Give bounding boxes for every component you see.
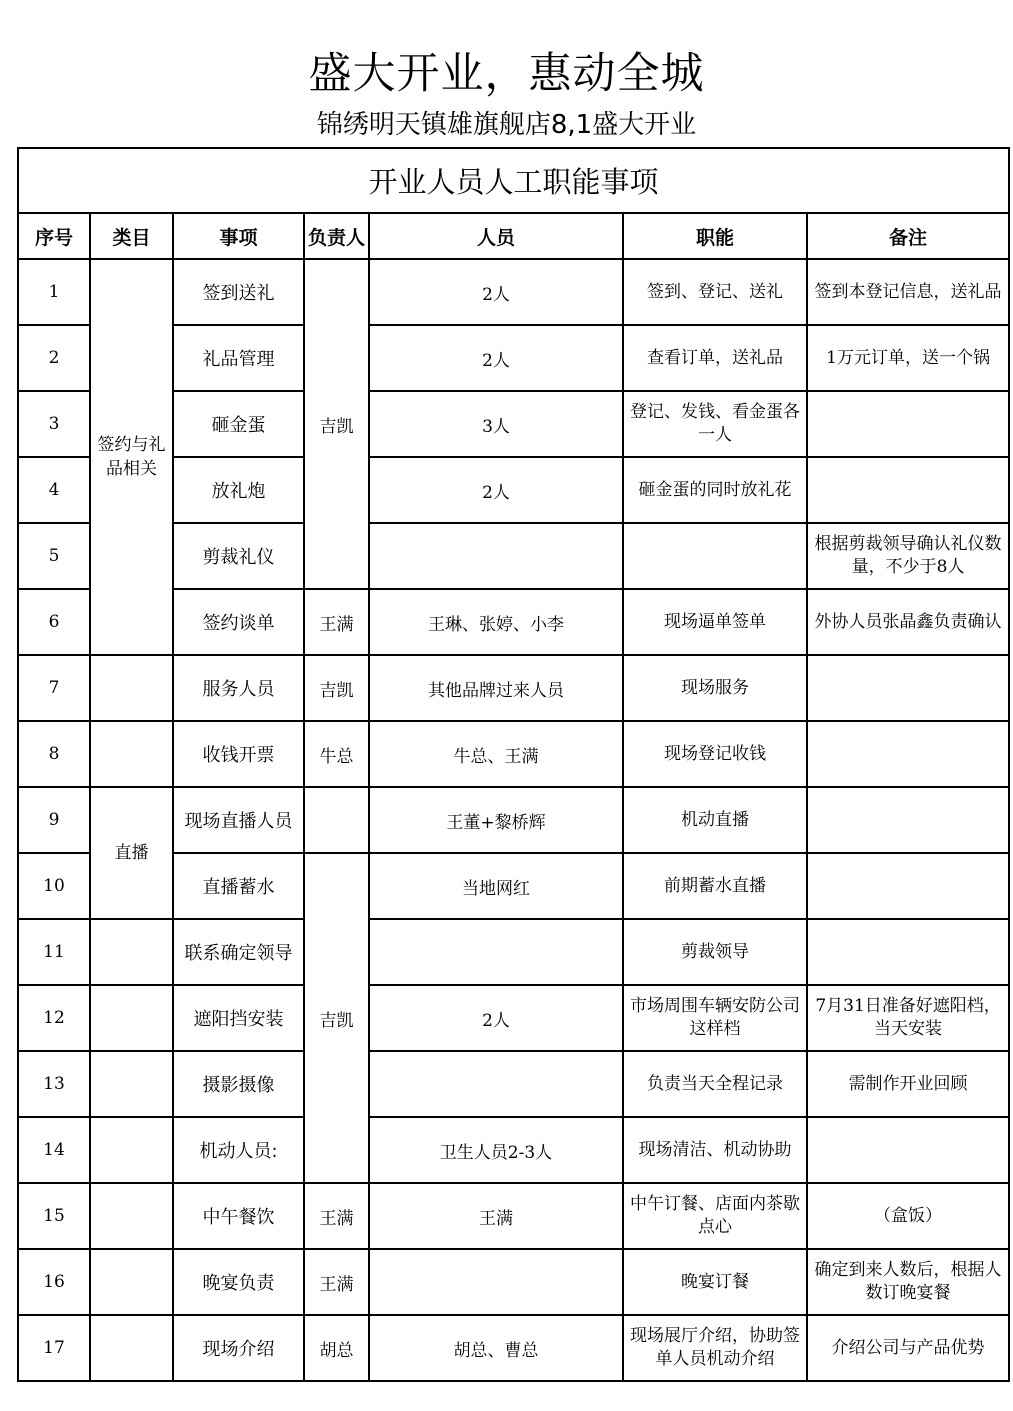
cell-category: [90, 1315, 173, 1381]
cell-seq: 3: [18, 391, 90, 457]
cell-item: 收钱开票: [173, 721, 304, 787]
cell-owner: [304, 787, 369, 853]
cell-seq: 4: [18, 457, 90, 523]
cell-item: 现场介绍: [173, 1315, 304, 1381]
cell-note: 7月31日准备好遮阳档，当天安装: [807, 985, 1009, 1051]
table-row: [18, 721, 1009, 787]
table-row: [18, 787, 1009, 853]
cell-category: [90, 1117, 173, 1183]
cell-people: 当地网红: [369, 853, 623, 919]
cell-note: [807, 787, 1009, 853]
col-header-people: 人员: [369, 213, 623, 259]
cell-seq: 5: [18, 523, 90, 589]
header-row: [18, 213, 1009, 259]
cell-seq: 11: [18, 919, 90, 985]
cell-people: 2人: [369, 325, 623, 391]
cell-category: [90, 721, 173, 787]
cell-category: [90, 655, 173, 721]
cell-seq: 13: [18, 1051, 90, 1117]
table-row: [18, 1315, 1009, 1381]
cell-function: 现场服务: [623, 655, 807, 721]
cell-function: 签到、登记、送礼: [623, 259, 807, 325]
cell-people: [369, 1051, 623, 1117]
cell-item: 签到送礼: [173, 259, 304, 325]
cell-people: 2人: [369, 985, 623, 1051]
cell-seq: 14: [18, 1117, 90, 1183]
cell-function: 晚宴订餐: [623, 1249, 807, 1315]
cell-function: 砸金蛋的同时放礼花: [623, 457, 807, 523]
cell-category: 签约与礼品相关: [90, 259, 173, 655]
cell-item: 中午餐饮: [173, 1183, 304, 1249]
cell-note: 确定到来人数后，根据人数订晚宴餐: [807, 1249, 1009, 1315]
cell-note: 根据剪裁领导确认礼仪数量，不少于8人: [807, 523, 1009, 589]
cell-category: [90, 1249, 173, 1315]
cell-owner: 王满: [304, 1249, 369, 1315]
cell-function: 现场展厅介绍，协助签单人员机动介绍: [623, 1315, 807, 1381]
table-caption: 开业人员人工职能事项: [18, 148, 1009, 213]
cell-note: 外协人员张晶鑫负责确认: [807, 589, 1009, 655]
cell-note: （盒饭）: [807, 1183, 1009, 1249]
cell-seq: 6: [18, 589, 90, 655]
cell-seq: 16: [18, 1249, 90, 1315]
table-row: [18, 1249, 1009, 1315]
table-row: [18, 919, 1009, 985]
cell-people: [369, 523, 623, 589]
table-row: [18, 259, 1009, 325]
cell-people: 其他品牌过来人员: [369, 655, 623, 721]
cell-note: [807, 721, 1009, 787]
cell-seq: 17: [18, 1315, 90, 1381]
cell-people: 2人: [369, 457, 623, 523]
cell-note: [807, 655, 1009, 721]
table-row: [18, 985, 1009, 1051]
table-row: [18, 1183, 1009, 1249]
cell-item: 遮阳挡安装: [173, 985, 304, 1051]
cell-seq: 10: [18, 853, 90, 919]
col-header-function: 职能: [623, 213, 807, 259]
table-row: [18, 1117, 1009, 1183]
cell-item: 剪裁礼仪: [173, 523, 304, 589]
col-header-owner: 负责人: [304, 213, 369, 259]
cell-item: 机动人员:: [173, 1117, 304, 1183]
cell-note: [807, 919, 1009, 985]
cell-note: [807, 391, 1009, 457]
cell-item: 签约谈单: [173, 589, 304, 655]
cell-people: [369, 1249, 623, 1315]
cell-owner: 吉凯: [304, 655, 369, 721]
cell-seq: 7: [18, 655, 90, 721]
cell-item: 礼品管理: [173, 325, 304, 391]
cell-note: [807, 1117, 1009, 1183]
col-header-seq: 序号: [18, 213, 90, 259]
cell-seq: 15: [18, 1183, 90, 1249]
cell-seq: 2: [18, 325, 90, 391]
cell-function: 剪裁领导: [623, 919, 807, 985]
cell-category: [90, 985, 173, 1051]
cell-function: 现场登记收钱: [623, 721, 807, 787]
page-title: 盛大开业，惠动全城: [308, 49, 705, 99]
cell-function: 市场周围车辆安防公司这样档: [623, 985, 807, 1051]
cell-people: 王满: [369, 1183, 623, 1249]
cell-people: 王董+黎桥辉: [369, 787, 623, 853]
cell-item: 放礼炮: [173, 457, 304, 523]
col-header-category: 类目: [90, 213, 173, 259]
cell-note: 需制作开业回顾: [807, 1051, 1009, 1117]
cell-function: 现场逼单签单: [623, 589, 807, 655]
cell-people: 2人: [369, 259, 623, 325]
col-header-item: 事项: [173, 213, 304, 259]
col-header-note: 备注: [807, 213, 1009, 259]
cell-people: 王琳、张婷、小李: [369, 589, 623, 655]
cell-people: 卫生人员2-3人: [369, 1117, 623, 1183]
page-subtitle: 锦绣明天镇雄旗舰店8,1盛大开业: [316, 110, 697, 140]
cell-owner: 王满: [304, 1183, 369, 1249]
cell-function: 现场清洁、机动协助: [623, 1117, 807, 1183]
cell-function: 登记、发钱、看金蛋各一人: [623, 391, 807, 457]
staff-duty-table: [17, 147, 1010, 1382]
cell-category: [90, 1051, 173, 1117]
cell-owner: 胡总: [304, 1315, 369, 1381]
cell-people: 3人: [369, 391, 623, 457]
cell-owner: 牛总: [304, 721, 369, 787]
cell-note: 介绍公司与产品优势: [807, 1315, 1009, 1381]
cell-function: 中午订餐、店面内茶歇点心: [623, 1183, 807, 1249]
cell-seq: 9: [18, 787, 90, 853]
cell-item: 砸金蛋: [173, 391, 304, 457]
cell-item: 摄影摄像: [173, 1051, 304, 1117]
cell-function: 负责当天全程记录: [623, 1051, 807, 1117]
cell-item: 直播蓄水: [173, 853, 304, 919]
cell-seq: 1: [18, 259, 90, 325]
cell-owner: 王满: [304, 589, 369, 655]
cell-category: 直播: [90, 787, 173, 919]
cell-people: 牛总、王满: [369, 721, 623, 787]
cell-note: [807, 853, 1009, 919]
cell-item: 服务人员: [173, 655, 304, 721]
cell-function: 查看订单，送礼品: [623, 325, 807, 391]
cell-owner: 吉凯: [304, 853, 369, 1183]
cell-item: 联系确定领导: [173, 919, 304, 985]
cell-owner: 吉凯: [304, 259, 369, 589]
table-row: [18, 1051, 1009, 1117]
cell-function: 前期蓄水直播: [623, 853, 807, 919]
cell-seq: 8: [18, 721, 90, 787]
cell-note: 签到本登记信息，送礼品: [807, 259, 1009, 325]
cell-seq: 12: [18, 985, 90, 1051]
cell-function: [623, 523, 807, 589]
cell-function: 机动直播: [623, 787, 807, 853]
cell-category: [90, 919, 173, 985]
cell-item: 晚宴负责: [173, 1249, 304, 1315]
cell-note: [807, 457, 1009, 523]
cell-note: 1万元订单，送一个锅: [807, 325, 1009, 391]
cell-people: 胡总、曹总: [369, 1315, 623, 1381]
cell-people: [369, 919, 623, 985]
table-row: [18, 655, 1009, 721]
cell-item: 现场直播人员: [173, 787, 304, 853]
cell-category: [90, 1183, 173, 1249]
